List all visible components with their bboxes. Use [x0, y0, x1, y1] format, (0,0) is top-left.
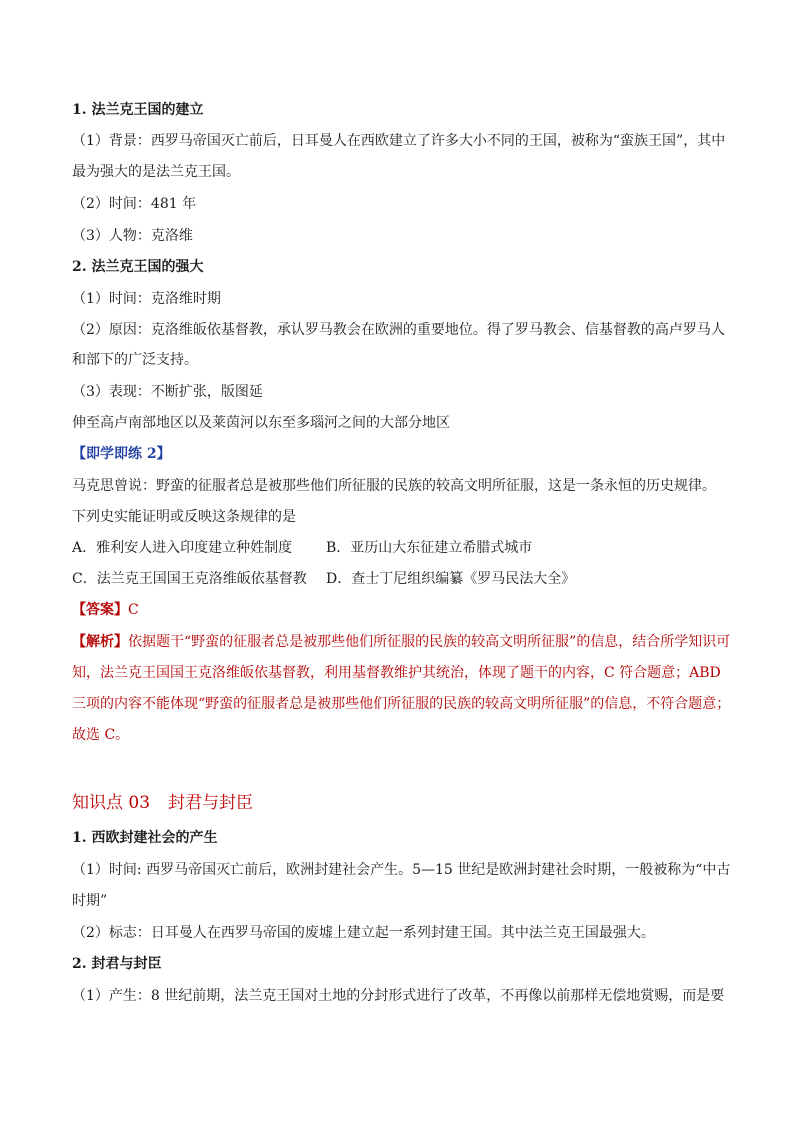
option-b: B．亚历山大东征建立希腊式城市	[326, 540, 533, 556]
section-title-kp03	[72, 791, 732, 815]
answer-value: C	[128, 602, 139, 618]
analysis-text-1: 依据题干“野蛮的征服者总是被那些他们所征服的民族的较高文明所征服”的信息，结合所学知识可	[128, 634, 731, 650]
answer-tag: 【答案】	[72, 602, 128, 618]
analysis-tag: 【解析】	[72, 634, 128, 650]
analysis-line-2: 知，法兰克王国国王克洛维皈依基督教，利用基督教维护其统治，体现了题干的内容，C 符合题意；ABD	[72, 665, 721, 681]
feudal-time-line-1: （1）时间: 西罗马帝国灭亡前后，欧洲封建社会产生。5—15 世纪是欧洲封建社会时期，一般被称为“中古	[72, 862, 731, 878]
analysis-line-1	[72, 632, 732, 652]
section-label: 知识点 03	[72, 793, 151, 813]
rise-time: （1）时间：克洛维时期	[72, 291, 221, 307]
option-c: C．法兰克王国国王克洛维皈依基督教	[72, 571, 307, 587]
option-a: A．雅利安人进入印度建立种姓制度	[72, 540, 293, 556]
background-line-1: （1）背景：西罗马帝国灭亡前后，日耳曼人在西欧建立了许多大小不同的王国，被称为“蛮族王国”，其中	[72, 133, 726, 149]
option-d: D．查士丁尼组织编纂《罗马民法大全》	[326, 571, 576, 587]
vassal-origin-line-1: （1）产生：8 世纪前期，法兰克王国对土地的分封形式进行了改革，不再像以前那样无偿地赏赐，而是要	[72, 988, 725, 1004]
founding-time: （2）时间：481 年	[72, 196, 197, 212]
question-line-2: 下列史实能证明或反映这条规律的是	[72, 509, 296, 525]
question-line-1: 马克思曾说：野蛮的征服者总是被那些他们所征服的民族的较高文明所征服，这是一条永恒的历史规律。	[72, 478, 716, 494]
heading-frankish-kingdom-founding: 1. 法兰克王国的建立	[72, 102, 204, 118]
founding-person: （3）人物：克洛维	[72, 228, 193, 244]
heading-lords-and-vassals: 2. 封君与封臣	[72, 956, 162, 972]
answer	[72, 600, 732, 620]
analysis-line-3: 三项的内容不能体现“野蛮的征服者总是被那些他们所征服的民族的较高文明所征服”的信息，不符合题意；	[72, 696, 731, 712]
rise-performance-line-2: 伸至高卢南部地区以及莱茵河以东至多瑙河之间的大部分地区	[72, 415, 450, 431]
rise-reason-line-1: （2）原因：克洛维皈依基督教，承认罗马教会在欧洲的重要地位。得了罗马教会、信基督教的高卢罗马人	[72, 322, 725, 338]
heading-frankish-kingdom-rise: 2. 法兰克王国的强大	[72, 259, 204, 275]
section-title-text: 封君与封臣	[168, 793, 254, 813]
background-line-2: 最为强大的是法兰克王国。	[72, 164, 240, 180]
analysis-line-4: 故选 C。	[72, 727, 130, 743]
heading-feudal-society-origin: 1. 西欧封建社会的产生	[72, 830, 218, 846]
rise-performance-line-1: （3）表现：不断扩张，版图延	[72, 384, 263, 400]
rise-reason-line-2: 和部下的广泛支持。	[72, 352, 198, 368]
feudal-mark: （2）标志：日耳曼人在西罗马帝国的废墟上建立起一系列封建王国。其中法兰克王国最强大。	[72, 925, 655, 941]
options-row-2	[72, 569, 732, 589]
feudal-time-line-2: 时期”	[72, 893, 108, 909]
options-row-1	[72, 538, 732, 558]
practice-tag: 【即学即练 2】	[72, 446, 171, 462]
